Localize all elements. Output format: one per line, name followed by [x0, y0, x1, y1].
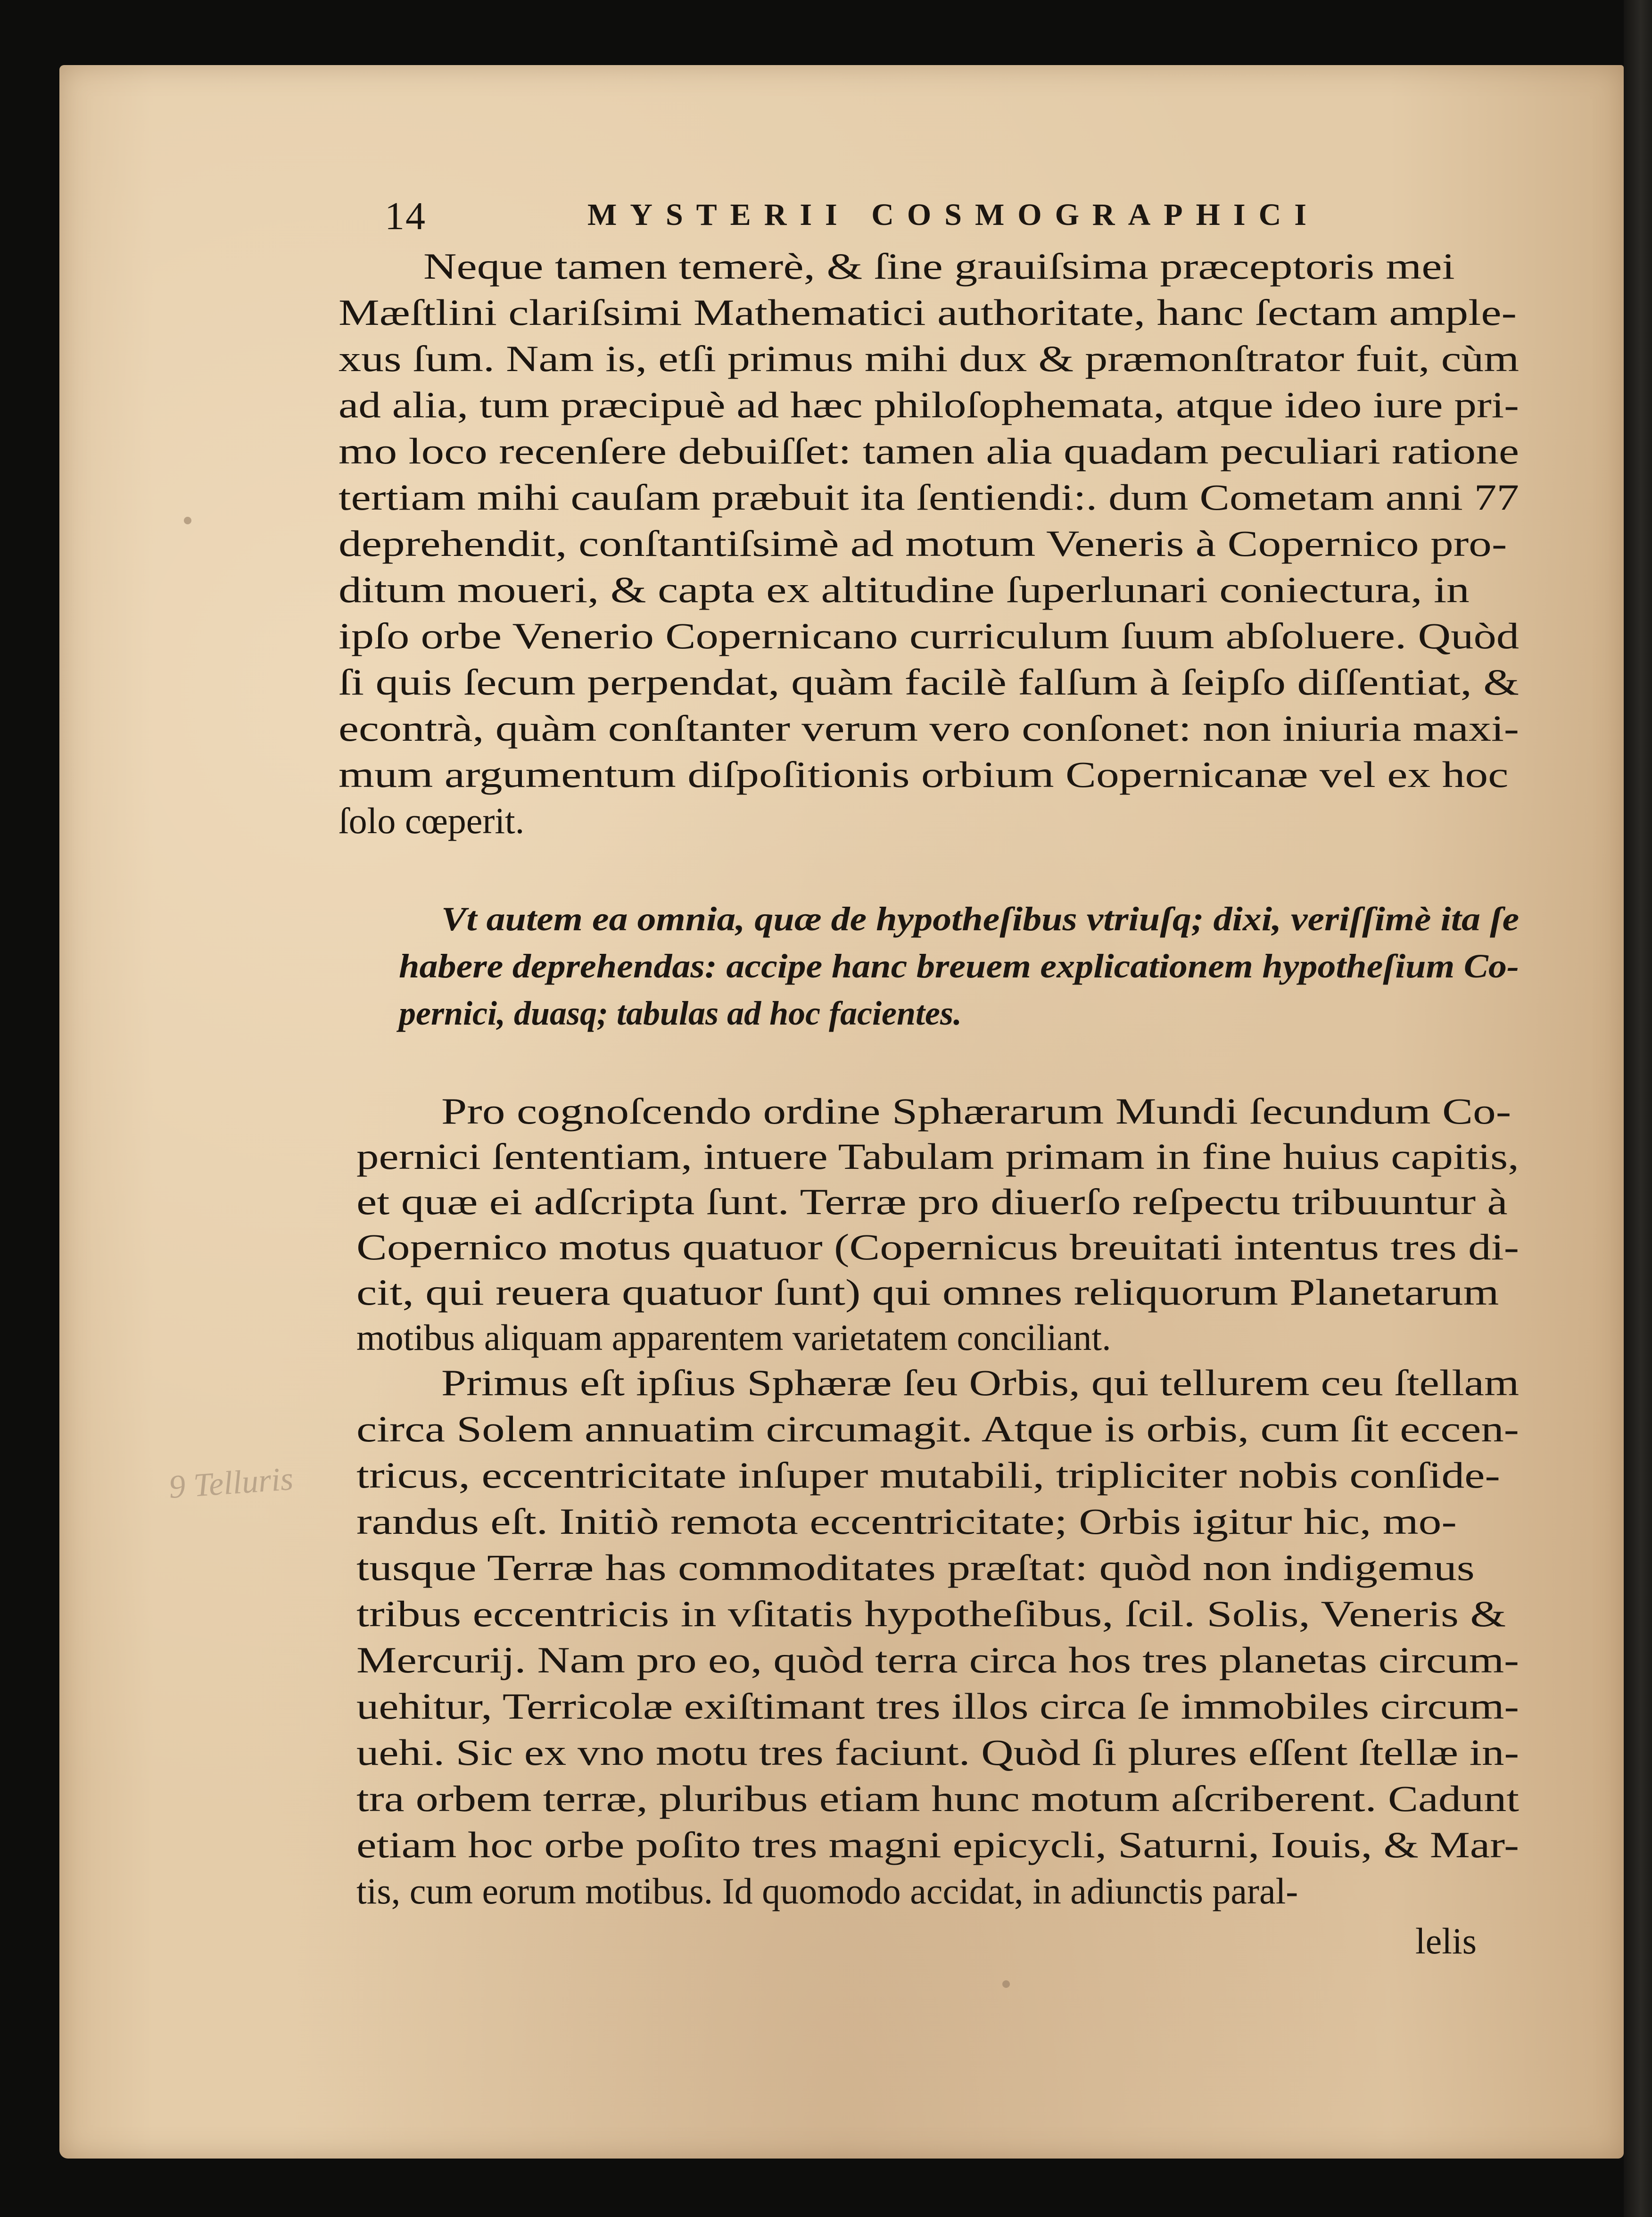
margin-note: 9 Telluris [167, 1460, 295, 1506]
text-line: xus ſum. Nam is, etſi primus mihi dux & præmonſtrator fuit, cùm [339, 338, 1520, 379]
ink-speck [184, 517, 191, 524]
text-line: mum argumentum diſpoſitionis orbium Copernicanæ vel ex hoc [339, 754, 1509, 795]
text-line: deprehendit, conſtantiſsimè ad motum Veneris à Copernico pro- [339, 523, 1507, 564]
text-line: mo loco recenſere debuiſſet: tamen alia quadam peculiari ratione [339, 430, 1519, 472]
running-head: MYSTERII COSMOGRAPHICI [587, 198, 1320, 232]
text-line: motibus aliquam apparentem varietatem conciliant. [356, 1317, 1111, 1358]
text-line: cit, qui reuera quatuor ſunt) qui omnes reliquorum Planetarum [356, 1272, 1499, 1313]
text-line: Pro cognoſcendo ordine Sphærarum Mundi ſecundum Co- [441, 1091, 1512, 1132]
text-line: Mæſtlini clariſsimi Mathematici authoritate, hanc ſectam ample- [339, 292, 1517, 333]
text-line: tricus, eccentricitate inſuper mutabili, tripliciter nobis conſide- [356, 1455, 1500, 1496]
text-line: etiam hoc orbe poſito tres magni epicycli, Saturni, Iouis, & Mar- [356, 1824, 1520, 1865]
text-line: Copernico motus quatuor (Copernicus breuitati intentus tres di- [356, 1226, 1520, 1267]
text-line: randus eſt. Initiò remota eccentricitate; Orbis igitur hic, mo- [356, 1501, 1457, 1542]
text-line: pernici, duasq; tabulas ad hoc facientes. [399, 994, 962, 1032]
text-line: tertiam mihi cauſam præbuit ita ſentiendi:. dum Cometam anni 77 [339, 477, 1519, 518]
text-line: uehitur, Terricolæ exiſtimant tres illos circa ſe immobiles circum- [356, 1686, 1519, 1727]
text-line: Primus eſt ipſius Sphæræ ſeu Orbis, qui tellurem ceu ſtellam [441, 1362, 1520, 1403]
text-line: tis, cum eorum motibus. Id quomodo accidat, in adiunctis paral- [356, 1870, 1298, 1911]
text-line: ſi quis ſecum perpendat, quàm facilè falſum à ſeipſo diſſentiat, & [339, 662, 1519, 703]
page-number: 14 [385, 194, 426, 238]
text-line: Mercurij. Nam pro eo, quòd terra circa hos tres planetas circum- [356, 1639, 1520, 1680]
text-line: econtrà, quàm conſtanter verum vero conſonet: non iniuria maxi- [339, 708, 1519, 749]
text-line: habere deprehendas: accipe hanc breuem explicationem hypotheſium Co- [399, 947, 1519, 985]
text-line: tusque Terræ has commoditates præſtat: quòd non indigemus [356, 1547, 1475, 1588]
book-page [59, 65, 1624, 2159]
page-header [323, 189, 1568, 245]
catchword: lelis [1415, 1920, 1477, 1961]
text-line: uehi. Sic ex vno motu tres faciunt. Quòd ſi plures eſſent ſtellæ in- [356, 1732, 1519, 1773]
text-line: et quæ ei adſcripta ſunt. Terræ pro diuerſo reſpectu tribuuntur à [356, 1181, 1508, 1222]
text-line: ditum moueri, & capta ex altitudine ſuperlunari coniectura, in [339, 569, 1470, 610]
text-line: pernici ſententiam, intuere Tabulam primam in fine huius capitis, [356, 1136, 1519, 1177]
text-line: circa Solem annuatim circumagit. Atque is orbis, cum ſit eccen- [356, 1408, 1519, 1449]
ink-speck [1002, 1980, 1010, 1988]
text-line: Neque tamen temerè, & ſine grauiſsima præceptoris mei [423, 246, 1455, 287]
text-line: ad alia, tum præcipuè ad hæc philoſophemata, atque ideo iure pri- [339, 384, 1519, 425]
text-line: ipſo orbe Venerio Copernicano curriculum ſuum abſoluere. Quòd [339, 615, 1520, 656]
text-line: tra orbem terræ, pluribus etiam hunc motum aſcriberent. Cadunt [356, 1778, 1520, 1819]
page-edge-shadow [1624, 0, 1652, 2217]
text-line: tribus eccentricis in vſitatis hypotheſibus, ſcil. Solis, Veneris & [356, 1593, 1506, 1634]
text-line: ſolo cœperit. [339, 800, 525, 841]
text-line: Vt autem ea omnia, quæ de hypotheſibus vtriuſq; dixi, veriſſimè ita ſe [441, 900, 1520, 938]
